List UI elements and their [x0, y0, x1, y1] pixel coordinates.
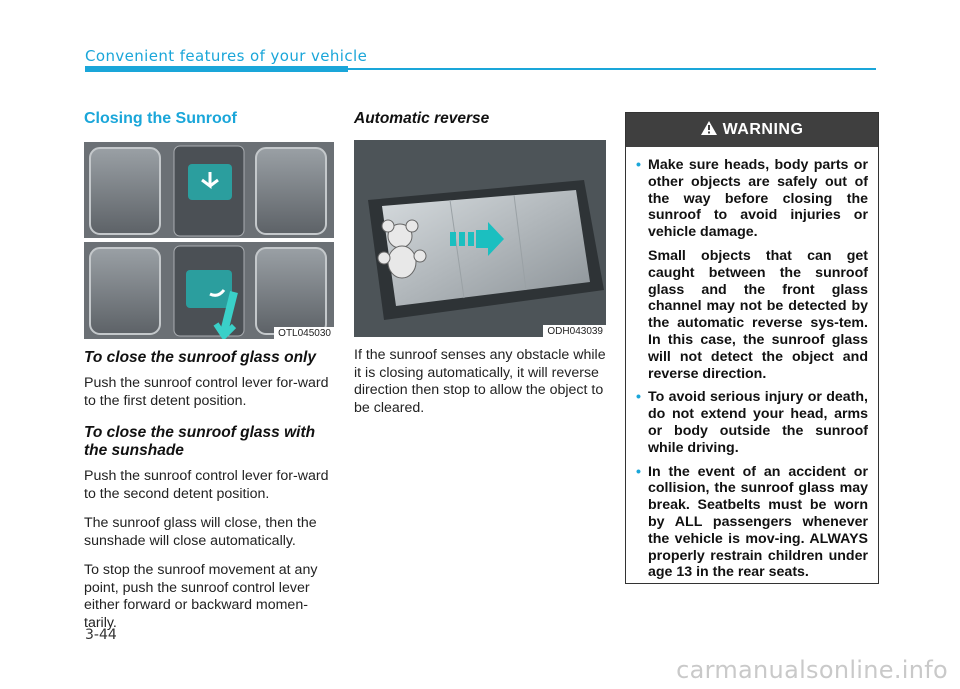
warning-header — [626, 113, 878, 147]
paragraph-automatic-reverse: If the sunroof senses any obstacle while it is closing automatically, it will reverse direction then stop to allow the object to be cleared. — [354, 347, 606, 416]
warning-item-text: In the event of an accident or collision, the sunroof glass may break. Seatbelts must be worn by ALL passengers whenever the vehicle is mov-ing. ALWAYS properly restrain children under age 13 in the rear seats. — [648, 463, 868, 581]
section-heading-closing: Closing the Sunroof — [84, 110, 237, 127]
warning-title: WARNING — [722, 121, 804, 138]
sunroof-lever-photo — [84, 142, 334, 339]
paragraph-sunshade-close: The sunroof glass will close, then the sunshade will close automatically. — [84, 515, 317, 549]
automatic-reverse-illustration — [354, 140, 606, 337]
subheading-glass-only: To close the sunroof glass only — [84, 349, 316, 366]
header-bar-thick — [85, 66, 348, 72]
warning-item-text: Make sure heads, body parts or other objects are safely out of the way before closing the sunroof to avoid injuries or vehicle damage. — [648, 157, 868, 241]
image-code-middle: ODH043039 — [543, 325, 606, 337]
paragraph-glass-only: Push the sunroof control lever for-ward to the first detent position. — [84, 375, 329, 409]
page-number: 3-44 — [85, 627, 117, 643]
warning-item-subtext: Small objects that can get caught between the sunroof glass and the front glass channel may not be detected by the automatic reverse sys-tem. In this case, the sunroof glass will not detect the object and reverse direction. — [648, 247, 868, 382]
paragraph-second-detent: Push the sunroof control lever for-ward to the second detent position. — [84, 468, 329, 502]
watermark: carmanualsonline.info — [676, 656, 948, 684]
automatic-reverse-photo — [354, 140, 606, 337]
left-column — [84, 110, 334, 644]
warning-box — [625, 112, 879, 584]
warning-item — [636, 389, 868, 456]
header-bar-thin — [348, 68, 876, 70]
section-heading-automatic-reverse: Automatic reverse — [354, 110, 490, 127]
bullet-icon: • — [636, 157, 641, 173]
image-code-left: OTL045030 — [274, 327, 334, 339]
middle-column — [354, 110, 606, 429]
warning-item-text: To avoid serious injury or death, do not extend your head, arms or body outside the sunroof while driving. — [648, 389, 868, 456]
bullet-icon: • — [636, 389, 641, 406]
sunroof-lever-illustration — [84, 142, 334, 339]
warning-triangle-icon — [701, 121, 717, 140]
paragraph-stop-movement: To stop the sunroof movement at any point, push the sunroof control lever either forward or backward momen-tarily. — [84, 562, 318, 631]
warning-item — [636, 464, 868, 582]
bullet-icon: • — [636, 463, 641, 480]
subheading-glass-with-sunshade: To close the sunroof glass with the sunshade — [84, 424, 316, 459]
header-title: Convenient features of your vehicle — [85, 47, 368, 65]
warning-item — [636, 157, 868, 382]
warning-list — [636, 157, 868, 581]
